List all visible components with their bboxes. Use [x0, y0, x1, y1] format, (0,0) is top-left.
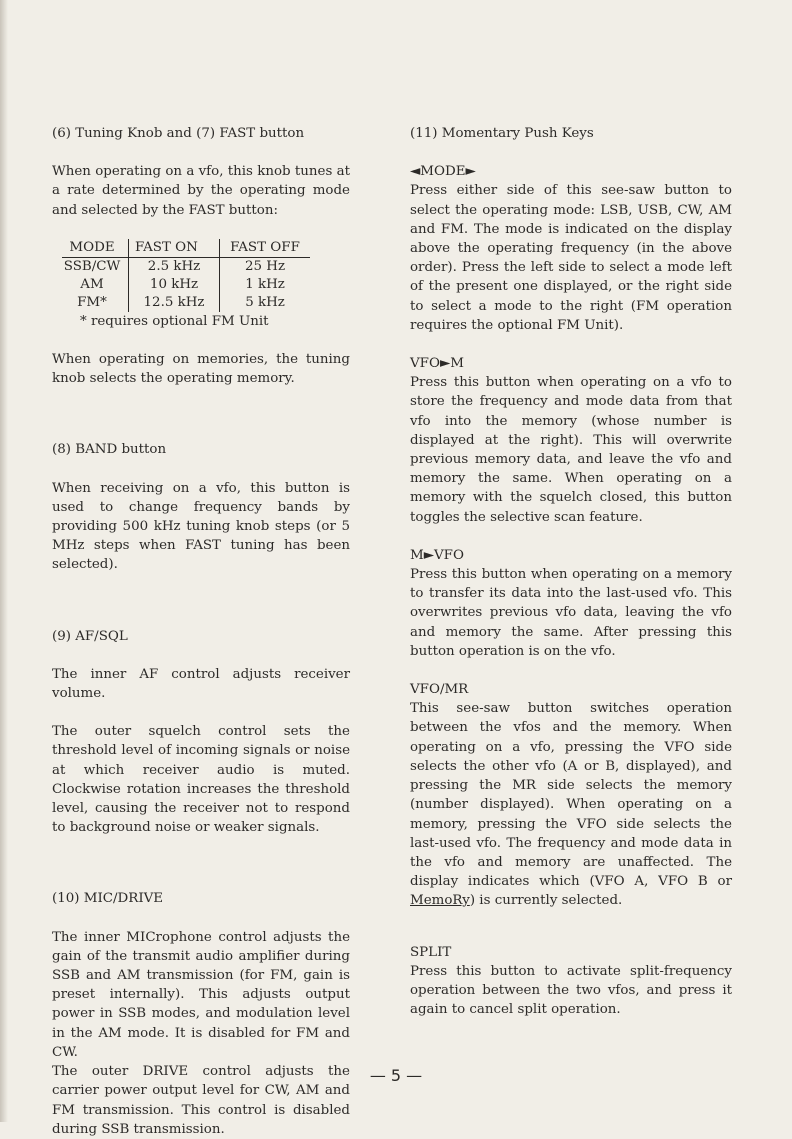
table-cell: AM [62, 276, 129, 294]
section-8-heading: (8) BAND button [52, 442, 167, 458]
tuning-rate-table [62, 239, 310, 312]
table-cell: 5 kHz [245, 294, 285, 310]
section-9-heading: (9) AF/SQL [52, 628, 128, 644]
table-cell: 1 kHz [245, 276, 285, 292]
page-number: — 5 — [369, 1066, 423, 1085]
table-header: FAST ON [129, 239, 220, 258]
table-cell: FM* [62, 294, 129, 312]
section-9-text-2: The outer squelch control sets the threshold level of incoming signals or noise at which receiver audio is muted. Clockwise rotation increases the threshold level, causing the receiver not to respond to background noise or weaker signals. [52, 724, 350, 836]
mode-key-text: Press either side of this see-saw button to select the operating mode: LSB, USB, CW, AM and FM. The mode is indicated on the display above the operating frequency (in the above order). Press the left side to select a mode left of the present one displayed, or the right side to select a mode to the right (FM operation requires the optional FM Unit). [410, 183, 732, 333]
section-10-text: The inner MICrophone control adjusts the gain of the transmit audio amplifier during SSB and AM transmission (for FM, gain is preset internally). This adjusts output power in SSB modes, and modulation level in the AM mode. It is disabled for FM and CW. [52, 929, 350, 1060]
split-key-label: SPLIT [410, 944, 452, 960]
section-9-text: The inner AF control adjusts receiver volume. [52, 666, 350, 702]
table-cell: 12.5 kHz [129, 294, 220, 312]
section-10-text-2: The outer DRIVE control adjusts the carrier power output level for CW, AM and FM transmission. This control is disabled during SSB transmission. [52, 1064, 350, 1137]
table-header-row [62, 239, 310, 258]
table-header: FAST OFF [220, 239, 311, 258]
memory-word: MemoRy [410, 893, 470, 909]
vfo-mr-text-body: This see-saw button switches operation between the vfos and the memory. When operating on a vfo, pressing the VFO side selects the other vfo (A or B, displayed), and pressing the MR side selects the memory (number displayed). When operating on a memory, pressing the VFO side selects the last-used vfo. The frequency and mode data in the vfo and memory are unaffected. The display indicates which (VFO A, VFO B or [410, 701, 732, 890]
table-cell: 10 kHz [129, 276, 220, 294]
vfo-mr-key-label: VFO/MR [410, 682, 469, 698]
table-header: MODE [62, 239, 129, 258]
page-edge-shadow [0, 0, 8, 1122]
section-6-text: When operating on a vfo, this knob tunes at a rate determined by the operating mode and selected by the FAST button: [52, 164, 350, 218]
vfo-m-key-label: VFO►M [410, 356, 464, 372]
vfo-mr-key-text [410, 699, 732, 910]
table-row [62, 257, 310, 276]
right-column [410, 124, 732, 1019]
m-vfo-key-text: Press this button when operating on a memory to transfer its data into the last-used vfo. This overwrites previous vfo data, leaving the vfo and memory the same. After pressing this button operation is on the vfo. [410, 567, 732, 659]
vfo-m-key-text: Press this button when operating on a vfo to store the frequency and mode data from that vfo into the memory (whose number is displayed at the right). This will overwrite previous memory data, and leave the vfo and memory the same. When operating on a memory with the squelch closed, this button toggles the selective scan feature. [410, 375, 732, 525]
table-cell: SSB/CW [62, 257, 129, 276]
table-row [62, 294, 310, 312]
section-11-heading: (11) Momentary Push Keys [410, 126, 594, 141]
table-cell: 2.5 kHz [129, 257, 220, 276]
vfo-mr-text-end: ) is currently selected. [469, 893, 623, 909]
table-cell: 25 Hz [244, 258, 286, 274]
mode-key-label: ◄MODE► [410, 164, 476, 180]
m-vfo-key-label: M►VFO [410, 547, 464, 563]
section-10-heading: (10) MIC/DRIVE [52, 891, 164, 907]
left-column [52, 124, 350, 1139]
section-6-text-2: When operating on memories, the tuning knob selects the operating memory. [52, 352, 350, 387]
section-6-heading: (6) Tuning Knob and (7) FAST button [52, 126, 305, 141]
table-row [62, 276, 310, 294]
split-key-text: Press this button to activate split-frequency operation between the two vfos, and press it again to cancel split operation. [410, 963, 732, 1018]
table-footnote: * requires optional FM Unit [80, 313, 269, 329]
section-8-text: When receiving on a vfo, this button is used to change frequency bands by providing 500 kHz tuning knob steps (or 5 MHz steps when FAST tuning has been selected). [52, 480, 350, 573]
